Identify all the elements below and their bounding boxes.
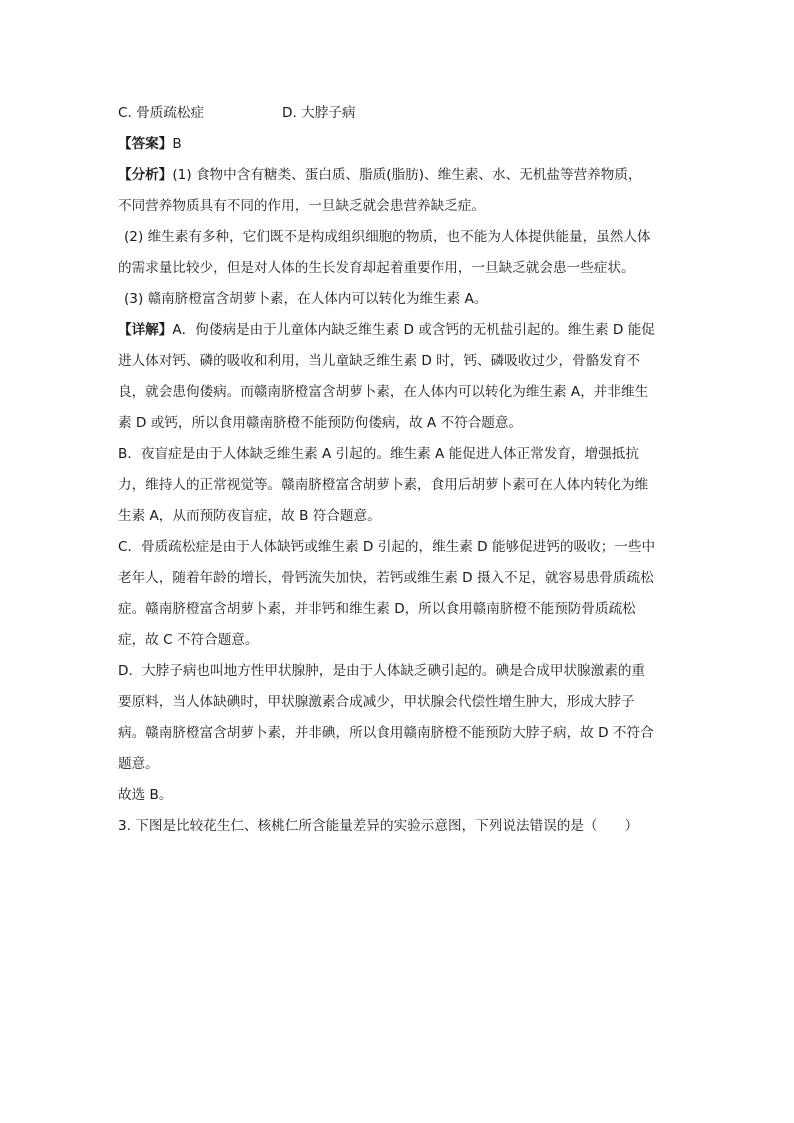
detail-line-8: C．骨质疏松症是由于人体缺钙或维生素 D 引起的，维生素 D 能够促进钙的吸收；一些中	[118, 539, 656, 555]
question-3: 3. 下图是比较花生仁、核桃仁所含能量差异的实验示意图，下列说法错误的是（ ）	[118, 818, 639, 834]
detail-line-13: 要原料，当人体缺碘时，甲状腺激素合成减少，甲状腺会代偿性增生肿大，形成大脖子	[118, 694, 635, 710]
detail-text-1: A．佝偻病是由于儿童体内缺乏维生素 D 或含钙的无机盐引起的。维生素 D 能促	[172, 322, 655, 338]
detail-line-9: 老年人，随着年龄的增长，骨钙流失加快，若钙或维生素 D 摄入不足，就容易患骨质疏松	[118, 570, 654, 586]
detail-line-12: D．大脖子病也叫地方性甲状腺肿，是由于人体缺乏碘引起的。碘是合成甲状腺激素的重	[118, 663, 646, 679]
analysis-line-5: (3) 赣南脐橙富含胡萝卜素，在人体内可以转化为维生素 A。	[124, 291, 488, 307]
answer-line	[118, 134, 678, 154]
option-d: D. 大脖子病	[282, 105, 356, 121]
detail-line-7: 生素 A，从而预防夜盲症，故 B 符合题意。	[118, 508, 381, 524]
detail-line-5: B．夜盲症是由于人体缺乏维生素 A 引起的。维生素 A 能促进人体正常发育，增强抵抗	[118, 446, 639, 462]
analysis-line-4: 的需求量比较少，但是对人体的生长发育却起着重要作用，一旦缺乏就会患一些症状。	[118, 260, 635, 276]
analysis-text-1: (1) 食物中含有糖类、蛋白质、脂质(脂肪)、维生素、水、无机盐等营养物质，	[172, 167, 642, 183]
detail-line-3: 良，就会患佝偻病。而赣南脐橙富含胡萝卜素，在人体内可以转化为维生素 A，并非维生	[118, 384, 649, 400]
detail-line-4: 素 D 或钙，所以食用赣南脐橙不能预防佝偻病，故 A 不符合题意。	[118, 415, 523, 431]
answer-value: B	[172, 136, 182, 152]
option-c: C. 骨质疏松症	[118, 105, 205, 121]
detail-line-1	[118, 320, 678, 340]
final-answer-line: 故选 B。	[118, 787, 173, 803]
detail-line-15: 题意。	[118, 756, 159, 772]
analysis-line-1	[118, 165, 678, 185]
detail-line-14: 病。赣南脐橙富含胡萝卜素，并非碘，所以食用赣南脐橙不能预防大脖子病，故 D 不符合	[118, 725, 654, 741]
answer-label: 【答案】	[118, 136, 173, 152]
detail-label: 【详解】	[118, 322, 173, 338]
detail-line-2: 进人体对钙、磷的吸收和利用，当儿童缺乏维生素 D 时，钙、磷吸收过少，骨骼发育不	[118, 353, 641, 369]
detail-line-11: 症，故 C 不符合题意。	[118, 632, 259, 648]
analysis-line-3: (2) 维生素有多种，它们既不是构成组织细胞的物质，也不能为人体提供能量，虽然人体	[124, 229, 651, 245]
analysis-label: 【分析】	[118, 167, 173, 183]
analysis-line-2: 不同营养物质具有不同的作用，一旦缺乏就会患营养缺乏症。	[118, 198, 486, 214]
detail-line-10: 症。赣南脐橙富含胡萝卜素，并非钙和维生素 D，所以食用赣南脐橙不能预防骨质疏松	[118, 601, 636, 617]
detail-line-6: 力，维持人的正常视觉等。赣南脐橙富含胡萝卜素，食用后胡萝卜素可在人体内转化为维	[118, 477, 649, 493]
